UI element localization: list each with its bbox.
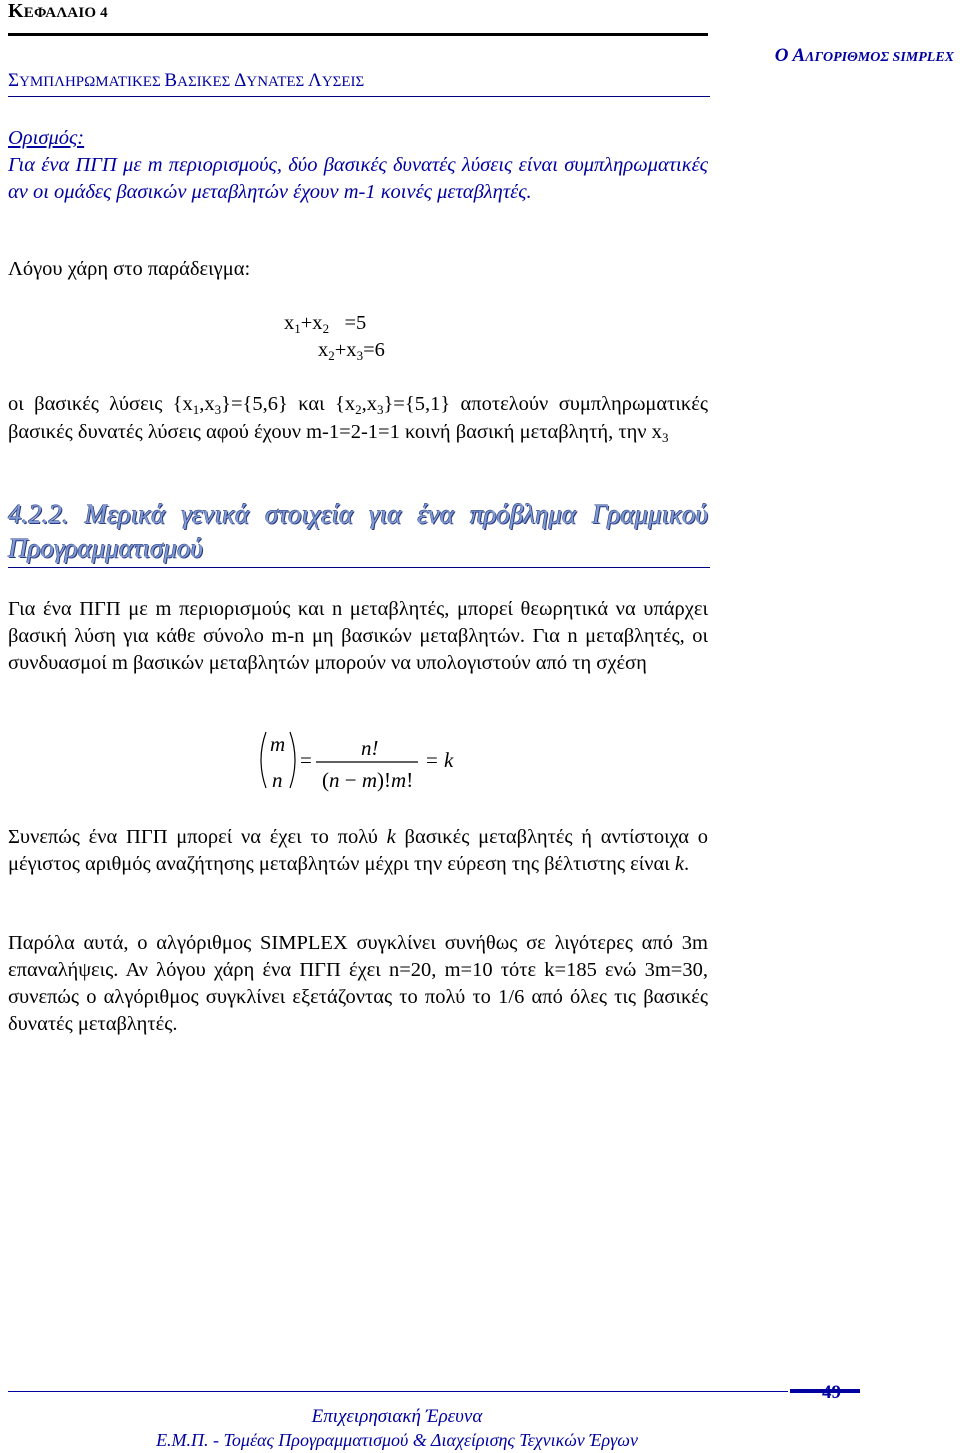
equals-2: = [426,748,438,772]
numerator: n! [361,736,379,760]
running-header: Ο ΑΛΓΟΡΙΘΜΟΣ SIMPLEX [774,45,954,66]
paragraph-consequence: Συνεπώς ένα ΠΓΠ μπορεί να έχει το πολύ k βασικές μεταβλητές ή αντίστοιχα ο μέγιστος αριθμός αναζήτησης μεταβλητών μέχρι την εύρεση της βέλτιστης είναι k. [8,826,709,875]
definition-heading: Ορισμός: [8,127,85,149]
left-paren [261,732,266,788]
example-intro: Λόγου χάρη στο παράδειγμα: [8,258,251,280]
equation-1: $x_1+x_2 =5$ [284,312,367,336]
binomial-formula [258,726,468,796]
binomial-bottom: n [272,768,283,792]
denominator: (n − m)!m! [322,768,414,792]
chapter-label: ΚΕΦΑΛΑΙΟ 4 [8,0,108,22]
definition-text: Για ένα ΠΓΠ με m περιορισμούς, δύο βασικές δυνατές λύσεις είναι συμπληρωματικές αν οι ομάδες βασικών μεταβλητών έχουν m-1 κοινές μεταβλητές. [8,154,708,203]
footer-course: Επιχειρησιακή Έρευνα [311,1406,483,1427]
footer-rule [8,1391,788,1392]
subsection-heading: 4.2.2. Μερικά γενικά στοιχεία για ένα πρόβλημα Γραμμικού Προγραμματισμού [8,499,708,563]
binomial-top: m [270,732,286,756]
equals-1: = [300,748,312,772]
paragraph-simplex-convergence: Παρόλα αυτά, ο αλγόριθμος SIMPLEX συγκλίνει συνήθως σε λιγότερες από 3m επαναλήψεις. Αν λόγου χάρη ένα ΠΓΠ έχει n=20, m=10 τότε k=185 ενώ 3m=30, συνεπώς ο αλγόριθμος συγκλίνει εξετάζοντας το πολύ το 1/6 από όλες τις βασικές δυνατές μεταβλητές. [8,932,708,1035]
footer-department: Ε.Μ.Π. - Τομέας Προγραμματισμού & Διαχείρισης Τεχνικών Έργων [156,1430,638,1450]
result-k: k [444,748,454,772]
subsection-rule [8,567,710,568]
page-number: 49 [822,1382,841,1403]
right-paren [290,732,295,788]
section-title: ΣΥΜΠΛΗΡΩΜΑΤΙΚΕΣ ΒΑΣΙΚΕΣ ΔΥΝΑΤΕΣ ΛΥΣΕΙΣ [8,70,365,91]
paragraph-complementary-solutions: οι βασικές λύσεις $\{x_1,x_3\}=\{5,6\}$ και $\{x_2,x_3\}=\{5,1\}$ αποτελούν συμπληρωματικές βασικές δυνατές λύσεις αφού έχουν m-1=2-1=1 κοινή βασική μεταβλητή, την $x_3$ [8,393,708,445]
section-rule [8,96,710,97]
paragraph-combinations: Για ένα ΠΓΠ με m περιορισμούς και n μεταβλητές, μπορεί θεωρητικά να υπάρχει βασική λύση για κάθε σύνολο m-n μη βασικών μεταβλητών. Για n μεταβλητές, οι συνδυασμοί m βασικών μεταβλητών μπορούν να υπολογιστούν από τη σχέση [8,598,708,674]
equation-2: $x_2+x_3=6$ [318,339,385,363]
header-rule [8,33,708,36]
